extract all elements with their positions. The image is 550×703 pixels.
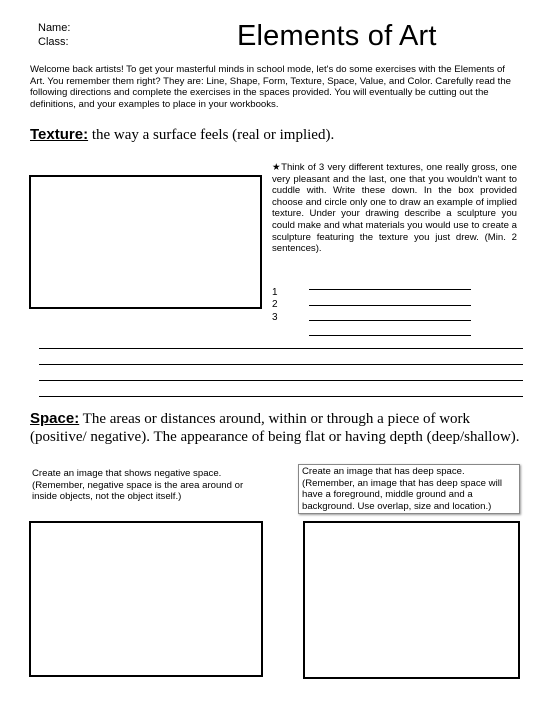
texture-definition: the way a surface feels (real or implied). bbox=[88, 127, 335, 143]
texture-instructions: ★Think of 3 very different textures, one really gross, one very pleasant and the last, one that you wouldn't want to cuddle with. Write these down. In the box provided choose and circle only one to draw an example of implied texture. Under your drawing describe a sculpture you could make and what materials you would use to create a sculpture featuring the texture you just drew. (Min. 2 sentences). bbox=[272, 162, 517, 255]
space-definition: The areas or distances around, within or through a piece of work (positive/ negative). The appearance of being flat or having depth (deep/shallow). bbox=[30, 411, 520, 445]
negative-space-drawing-box[interactable] bbox=[29, 521, 263, 677]
space-heading bbox=[30, 410, 525, 446]
name-label: Name: bbox=[38, 22, 71, 34]
list-number-3: 3 bbox=[272, 312, 278, 323]
texture-keyword: Texture: bbox=[30, 126, 89, 143]
page-title: Elements of Art bbox=[237, 20, 437, 52]
texture-drawing-box[interactable] bbox=[29, 175, 262, 309]
texture-answer-line-4[interactable] bbox=[309, 335, 471, 336]
sculpture-line-1[interactable] bbox=[39, 348, 523, 349]
negative-space-prompt: Create an image that shows negative space. (Remember, negative space is the area around or inside objects, not the object itself.) bbox=[32, 468, 244, 503]
sculpture-line-3[interactable] bbox=[39, 380, 523, 381]
sculpture-line-4[interactable] bbox=[39, 396, 523, 397]
texture-answer-line-1[interactable] bbox=[309, 289, 471, 290]
texture-heading bbox=[30, 126, 530, 144]
intro-paragraph: Welcome back artists! To get your masterful minds in school mode, let's do some exercises with the Elements of Art. You remember them right? They are: Line, Shape, Form, Texture, Space, Value, and Color. Carefully read the following directions and complete the exercises in the spaces provided. You will eventually be cutting out the definitions, and your examples to place in your workbooks. bbox=[30, 64, 512, 110]
texture-answer-line-2[interactable] bbox=[309, 305, 471, 306]
sculpture-line-2[interactable] bbox=[39, 364, 523, 365]
space-keyword: Space: bbox=[30, 410, 80, 427]
list-number-2: 2 bbox=[272, 299, 278, 310]
list-number-1: 1 bbox=[272, 287, 278, 298]
class-label: Class: bbox=[38, 36, 69, 48]
texture-answer-line-3[interactable] bbox=[309, 320, 471, 321]
deep-space-drawing-box[interactable] bbox=[303, 521, 520, 679]
deep-space-prompt: Create an image that has deep space. (Remember, an image that has deep space will have a foreground, middle ground and a background. Use overlap, size and location.) bbox=[298, 464, 520, 514]
